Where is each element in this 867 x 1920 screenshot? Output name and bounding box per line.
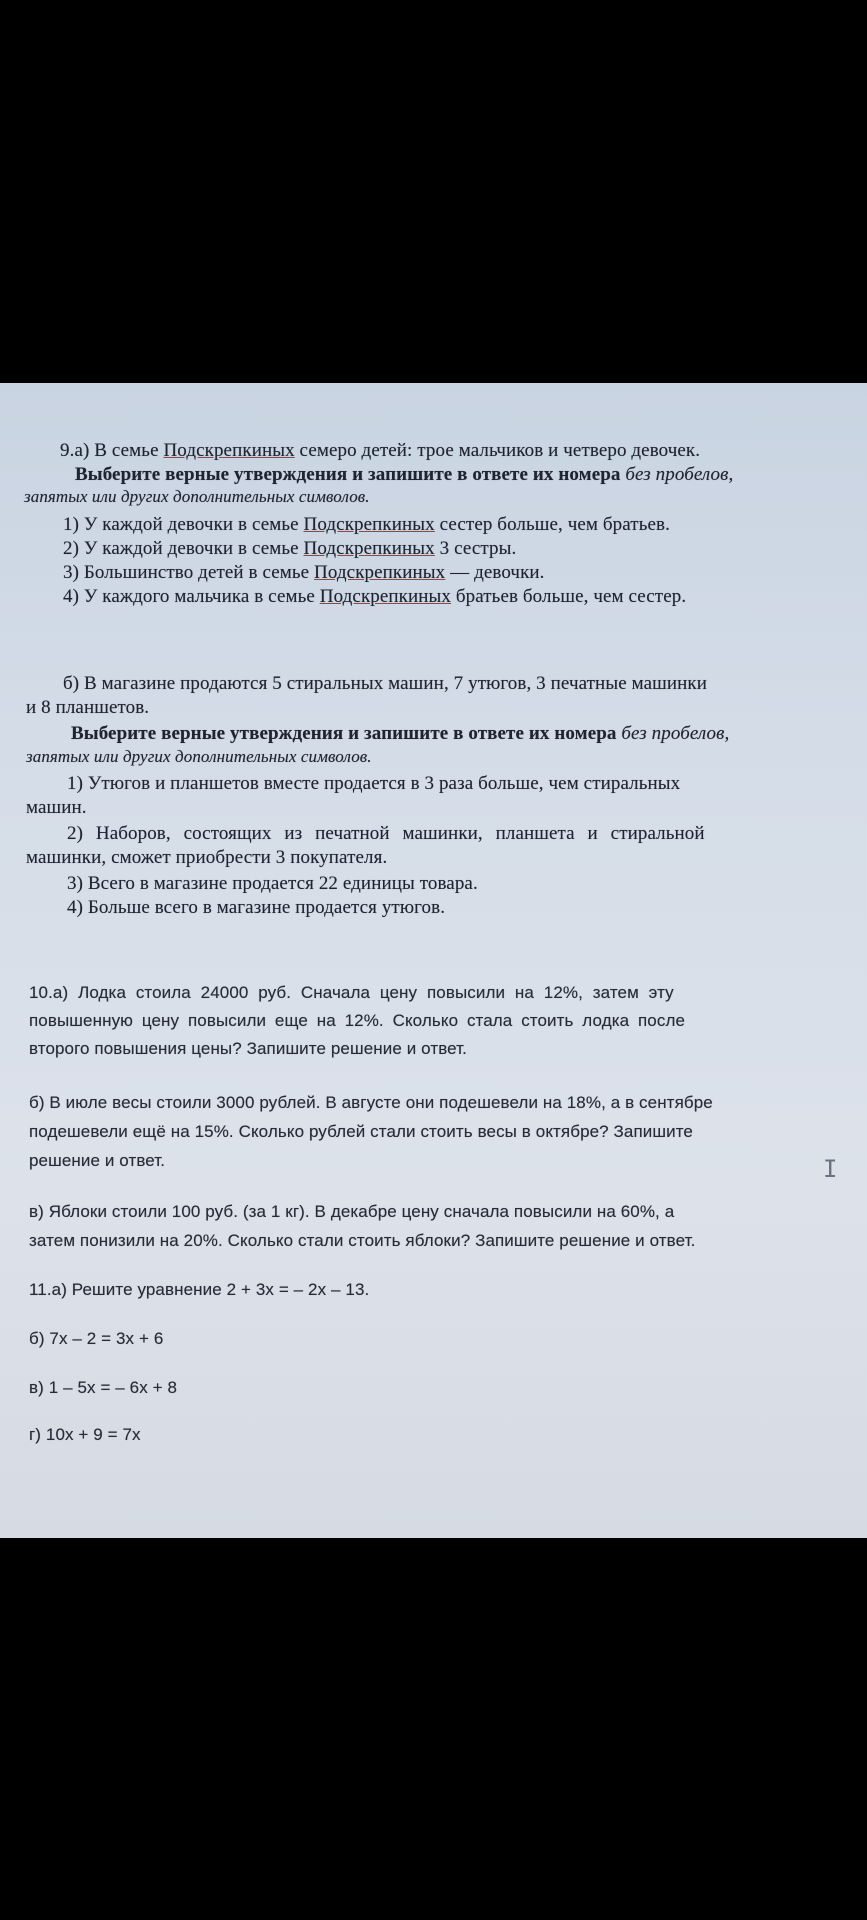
task10c-line-2: затем понизили на 20%. Сколько стали стоить яблоки? Запишите решение и ответ. xyxy=(29,1231,696,1250)
task9a-statement-2: 2) У каждой девочки в семье Подскрепкиных 3 сестры. xyxy=(63,538,517,559)
task10b-line-3: решение и ответ. xyxy=(29,1151,166,1170)
task9b-instruction: Выберите верные утверждения и запишите в ответе их номера без пробелов, xyxy=(71,723,730,744)
text-cursor-icon: I xyxy=(823,1155,838,1183)
task10b-line-1: б) В июле весы стоили 3000 рублей. В августе они подешевели на 18%, а в сентябре xyxy=(29,1093,713,1112)
task9a-statement-3: 3) Большинство детей в семье Подскрепкиных — девочки. xyxy=(63,562,545,583)
worksheet-photo xyxy=(0,383,867,1538)
task9b-statement-2-cont: машинки, сможет приобрести 3 покупателя. xyxy=(26,847,388,868)
task9b-statement-2: 2) Наборов, состоящих из печатной машинки, планшета и стиральной xyxy=(67,823,705,844)
task11c: в) 1 – 5x = – 6x + 8 xyxy=(29,1378,178,1397)
task11d: г) 10x + 9 = 7x xyxy=(29,1425,141,1444)
task9b-statement-4: 4) Больше всего в магазине продается утюгов. xyxy=(67,897,446,918)
task9b-instruction-cont: запятых или других дополнительных символов. xyxy=(26,747,372,766)
task9b-line-2: и 8 планшетов. xyxy=(26,697,150,718)
task9a-line-1: 9.а) В семье Подскрепкиных семеро детей: трое мальчиков и четверо девочек. xyxy=(60,440,701,461)
task9b-statement-3: 3) Всего в магазине продается 22 единицы товара. xyxy=(67,873,478,894)
task9a-instruction-cont: запятых или других дополнительных символов. xyxy=(24,487,370,506)
task10a-line-3: второго повышения цены? Запишите решение и ответ. xyxy=(29,1039,467,1058)
task11a: 11.а) Решите уравнение 2 + 3x = – 2x – 13. xyxy=(29,1280,370,1299)
task10a-line-2: повышенную цену повысили еще на 12%. Сколько стала стоить лодка после xyxy=(29,1011,686,1030)
task9a-instruction: Выберите верные утверждения и запишите в ответе их номера без пробелов, xyxy=(75,464,734,485)
task9a-statement-4: 4) У каждого мальчика в семье Подскрепкиных братьев больше, чем сестер. xyxy=(63,586,687,607)
task10a-line-1: 10.а) Лодка стоила 24000 руб. Сначала цену повысили на 12%, затем эту xyxy=(29,983,674,1002)
task9b-line-1: б) В магазине продаются 5 стиральных машин, 7 утюгов, 3 печатные машинки xyxy=(63,673,707,694)
task10b-line-2: подешевели ещё на 15%. Сколько рублей стали стоить весы в октябре? Запишите xyxy=(29,1122,693,1141)
task10c-line-1: в) Яблоки стоили 100 руб. (за 1 кг). В декабре цену сначала повысили на 60%, а xyxy=(29,1202,675,1221)
task9a-statement-1: 1) У каждой девочки в семье Подскрепкиных сестер больше, чем братьев. xyxy=(63,514,670,535)
task11b: б) 7x – 2 = 3x + 6 xyxy=(29,1329,164,1348)
task9b-statement-1: 1) Утюгов и планшетов вместе продается в 3 раза больше, чем стиральных xyxy=(67,773,681,794)
task9b-statement-1-cont: машин. xyxy=(26,797,87,818)
